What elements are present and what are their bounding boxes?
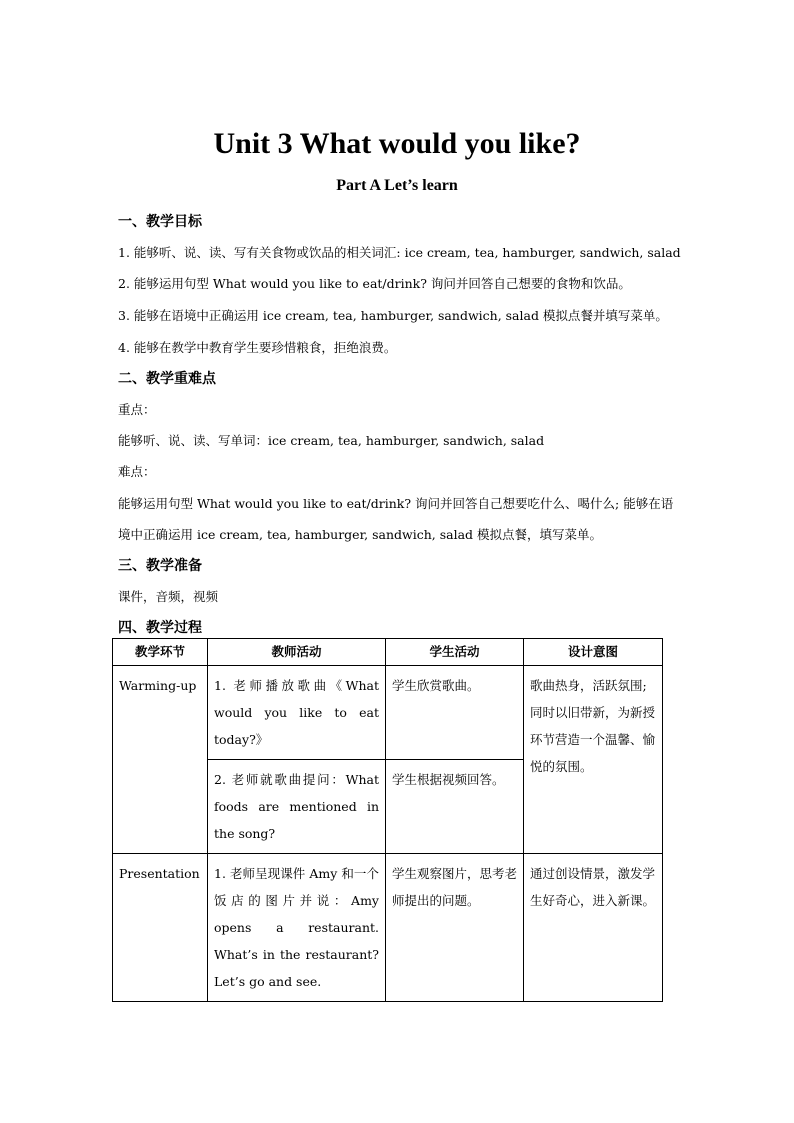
document-title: Unit 3 What would you like? [213, 127, 581, 160]
difficulty-label: 难点： [118, 464, 156, 479]
student-activity-cell: 学生根据视频回答。 [386, 760, 524, 854]
intent-cell: 歌曲热身，活跃氛围;同时以旧带新，为新授环节营造一个温馨、愉悦的氛围。 [524, 666, 663, 854]
key-label: 重点： [118, 402, 156, 417]
goal-item-3: 3. 能够在语境中正确运用 ice cream, tea, hamburger, sandwich, salad 模拟点餐并填写菜单。 [118, 308, 668, 323]
keypoints-heading: 二、教学重难点 [118, 371, 216, 387]
student-activity-cell: 学生欣赏歌曲。 [386, 666, 524, 760]
stage-cell: Presentation [113, 854, 208, 1002]
teacher-activity-cell: 1. 老师播放歌曲《What would you like to eat today?》 [208, 666, 386, 760]
column-header: 学生活动 [386, 639, 524, 666]
goal-item-1: 1. 能够听、说、读、写有关食物或饮品的相关词汇: ice cream, tea, hamburger, sandwich, salad [118, 245, 681, 260]
process-heading: 四、教学过程 [118, 620, 202, 636]
column-header: 教师活动 [208, 639, 386, 666]
process-table [112, 638, 663, 1002]
goal-item-4: 4. 能够在教学中教育学生要珍惜粮食，拒绝浪费。 [118, 340, 397, 355]
document-subtitle: Part A Let’s learn [336, 177, 458, 194]
table-row [113, 666, 663, 760]
column-header: 设计意图 [524, 639, 663, 666]
goals-heading: 一、教学目标 [118, 214, 202, 230]
key-text: 能够听、说、读、写单词：ice cream, tea, hamburger, sandwich, salad [118, 433, 545, 448]
difficulty-text: 能够运用句型 What would you like to eat/drink? 询问并回答自己想要吃什么、喝什么; 能够在语境中正确运用 ice cream, tea, hamburger, sandwich, salad 模拟点餐，填写菜单。 [118, 496, 674, 542]
prep-text: 课件，音频，视频 [118, 589, 219, 604]
student-activity-cell: 学生观察图片，思考老师提出的问题。 [386, 854, 524, 1002]
teacher-activity-cell: 2. 老师就歌曲提问：What foods are mentioned in the song? [208, 760, 386, 854]
prep-heading: 三、教学准备 [118, 558, 202, 574]
table-row [113, 854, 663, 1002]
column-header: 教学环节 [113, 639, 208, 666]
intent-cell: 通过创设情景，激发学生好奇心，进入新课。 [524, 854, 663, 1002]
stage-cell: Warming-up [113, 666, 208, 854]
teacher-activity-cell: 1. 老师呈现课件 Amy 和一个饭店的图片并说：Amy opens a restaurant. What’s in the restaurant? Let’s go and see. [208, 854, 386, 1002]
table-header-row [113, 639, 663, 666]
goal-item-2: 2. 能够运用句型 What would you like to eat/drink? 询问并回答自己想要的食物和饮品。 [118, 276, 631, 291]
